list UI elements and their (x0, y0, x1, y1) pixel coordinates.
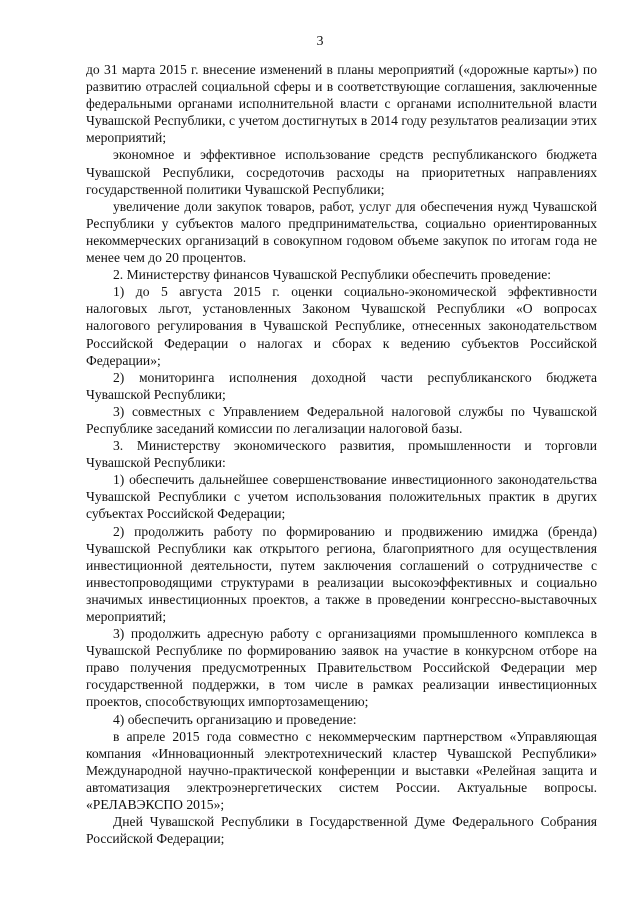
page-number: 3 (316, 34, 324, 49)
list-item: 2) продолжить работу по формированию и продвижению имиджа (бренда) Чувашской Республики как открытого региона, благоприятного для осуществления инвестиционной деятельности, путем заключения соглашений о сотрудничестве с инвестопроводящими структурами в реализации высокоэффективных и социально значимых инвестиционных проектов, а также в проведении конгрессно-выставочных мероприятий; (86, 523, 597, 624)
list-item: 4) обеспечить организацию и проведение: (113, 711, 357, 727)
list-item: 1) обеспечить дальнейшее совершенствование инвестиционного законодательства Чувашской Республики с учетом использования положительных практик в других субъектах Российской Федерации; (86, 472, 597, 522)
list-item: 3) продолжить адресную работу с организациями промышленного комплекса в Чувашской Республике по формированию заявок на участие в конкурсном отборе на право получения предусмотренных Правительством Российской Федерации мер государственной поддержки, в том числе в рамках реализации инвестиционных проектов, способствующих импортозамещению; (86, 626, 597, 710)
list-item: 2) мониторинга исполнения доходной части республиканского бюджета Чувашской Республики; (86, 369, 597, 402)
list-item: 1) до 5 августа 2015 г. оценки социально-экономической эффективности налоговых льгот, установленных Законом Чувашской Республики «О вопросах налогового регулирования в Чувашской Республике, отнесенных законодательством Российской Федерации о налогах и сборах к ведению субъектов Российской Федерации»; (86, 284, 597, 368)
paragraph: увеличение доли закупок товаров, работ, услуг для обеспечения нужд Чувашской Республики у субъектов малого предпринимательства, социально ориентированных некоммерческих организаций в совокупном годовом объеме закупок по итогам года не менее чем до 20 процентов. (86, 198, 597, 266)
paragraph: в апреле 2015 года совместно с некоммерческим партнерством «Управляющая компания «Инновационный электротехнический кластер Чувашской Республики» Международной научно-практической конференции и выставки «Релейная защита и автоматизация электроэнергетических систем России. Актуальные вопросы. «РЕЛАВЭКСПО 2015»; (86, 728, 597, 813)
list-item: 3) совместных с Управлением Федеральной налоговой службы по Чувашской Республике заседаний комиссии по легализации налоговой базы. (86, 403, 597, 436)
document-body (86, 61, 597, 847)
paragraph-continuation: до 31 марта 2015 г. внесение изменений в планы мероприятий («дорожные карты») по развитию отраслей социальной сферы и в соответствующие соглашения, заключенные федеральными органами исполнительной власти с органами исполнительной власти Чувашской Республики, с учетом достигнутых в 2014 году результатов реализации этих мероприятий; (86, 62, 597, 146)
paragraph: экономное и эффективное использование средств республиканского бюджета Чувашской Республики, сосредоточив расходы на приоритетных направлениях государственной политики Чувашской Республики; (86, 147, 597, 197)
section-heading-item-3: 3. Министерству экономического развития, промышленности и торговли Чувашской Республики: (86, 438, 597, 471)
paragraph: Дней Чувашской Республики в Государственной Думе Федерального Собрания Российской Федерации; (86, 814, 597, 847)
section-heading-item-2: 2. Министерству финансов Чувашской Республики обеспечить проведение: (113, 267, 552, 283)
